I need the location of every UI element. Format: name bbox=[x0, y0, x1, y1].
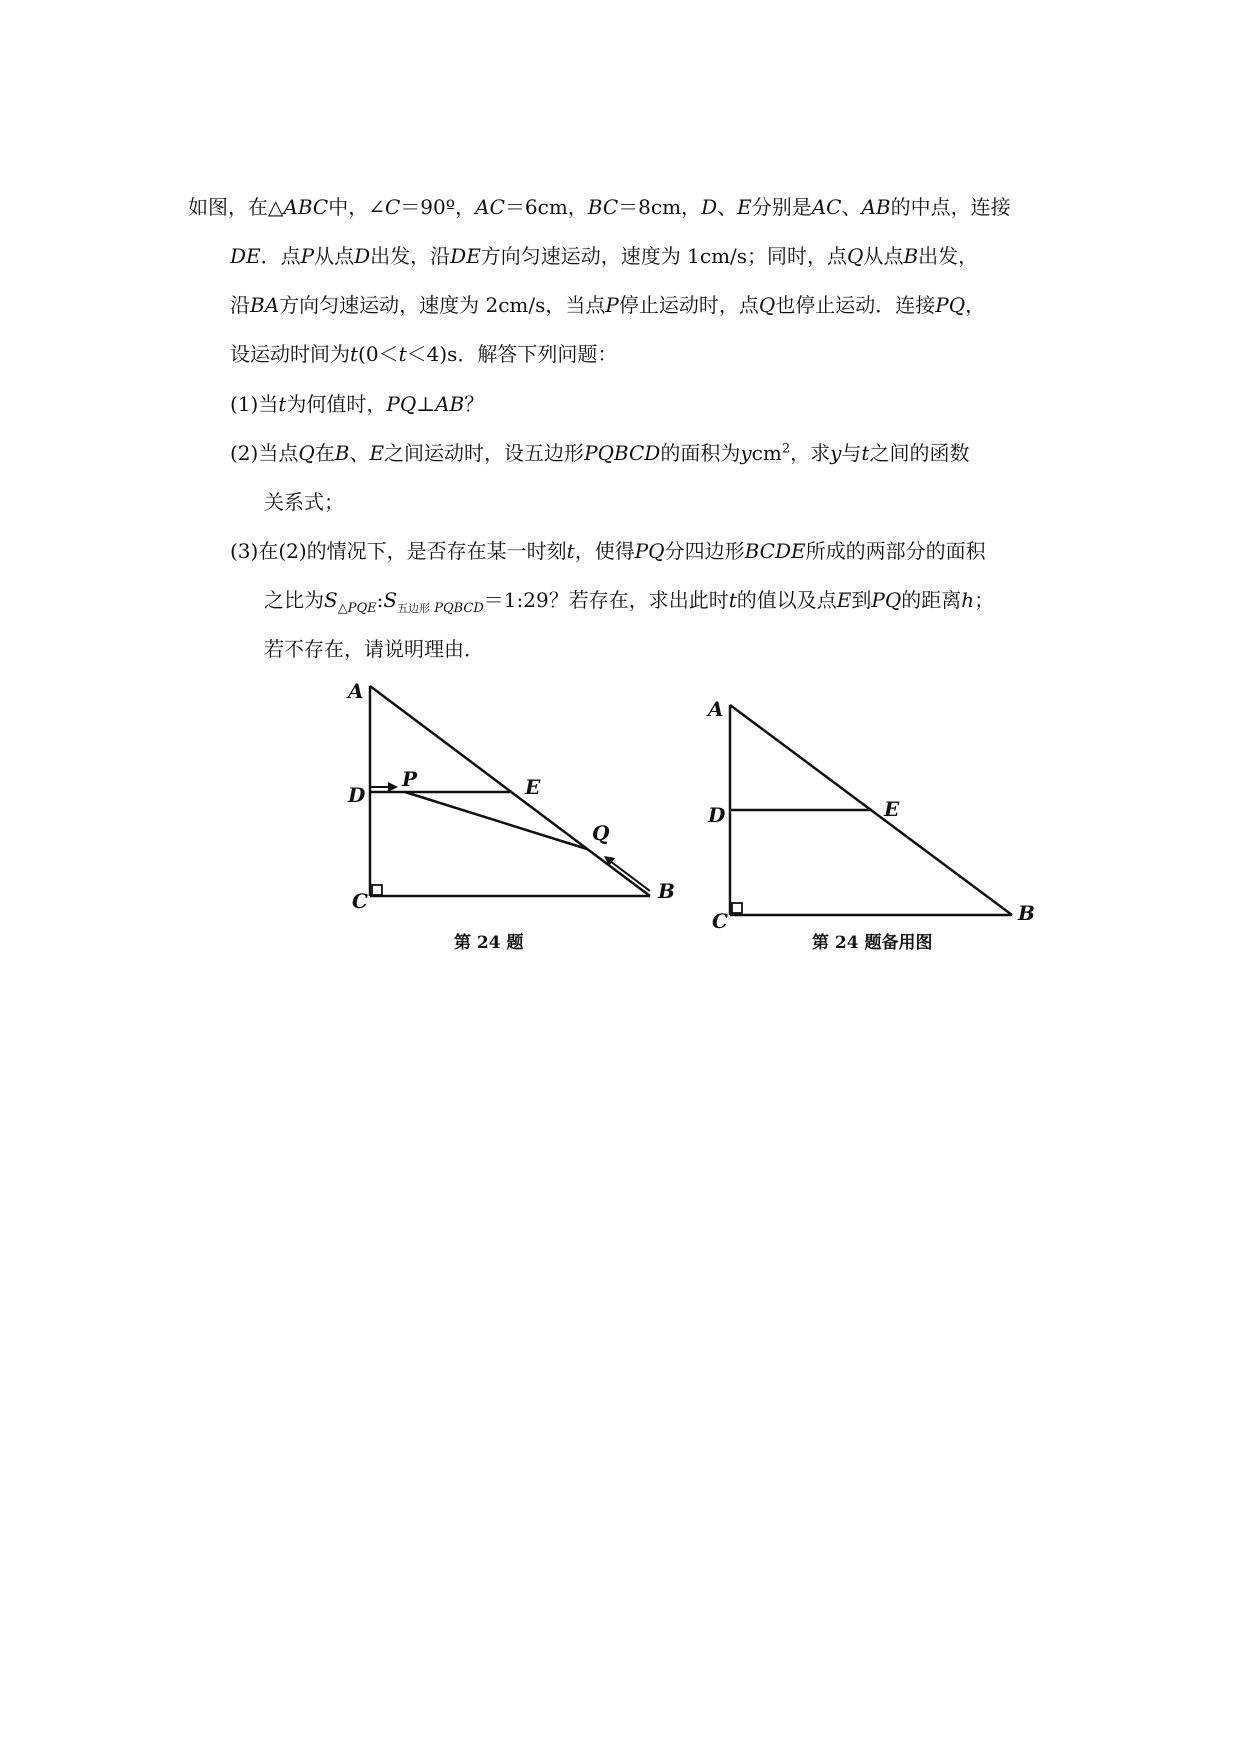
text: ．点 bbox=[260, 244, 301, 268]
segment-ab bbox=[730, 705, 1012, 915]
var-b: B bbox=[334, 441, 350, 465]
text: 若不存在，请说明理由． bbox=[264, 637, 484, 661]
var-t: t bbox=[728, 588, 737, 612]
text: (0＜ bbox=[358, 342, 399, 366]
question-2-cont bbox=[264, 487, 344, 517]
var-bc: BC bbox=[587, 195, 619, 219]
var-pqbcd: PQBCD bbox=[584, 441, 661, 465]
var-bcde: BCDE bbox=[744, 539, 806, 563]
var-ab: AB bbox=[435, 392, 465, 416]
text: 分别是 bbox=[751, 195, 812, 219]
label-e: E bbox=[884, 797, 900, 821]
problem-line-4 bbox=[230, 339, 617, 369]
var-s: S bbox=[324, 588, 338, 612]
text: 、 bbox=[841, 195, 862, 219]
var-e: E bbox=[836, 588, 852, 612]
var-y: y bbox=[740, 441, 752, 465]
var-d: D bbox=[354, 244, 371, 268]
var-t: t bbox=[350, 342, 359, 366]
segment-ab bbox=[370, 686, 650, 896]
label-e: E bbox=[525, 775, 541, 799]
problem-line-3 bbox=[230, 290, 985, 320]
text: ＝6cm， bbox=[504, 195, 588, 219]
label-b: B bbox=[658, 879, 675, 903]
text: ； bbox=[974, 588, 995, 612]
text: 、 bbox=[349, 441, 370, 465]
var-d: D bbox=[701, 195, 718, 219]
superscript: 2 bbox=[781, 441, 791, 457]
label-b: B bbox=[1018, 901, 1035, 925]
text: ，求 bbox=[790, 441, 831, 465]
question-3-line-2 bbox=[264, 585, 994, 615]
var-y: y bbox=[830, 441, 842, 465]
question-3 bbox=[230, 536, 986, 566]
var-p: P bbox=[605, 293, 619, 317]
var-ac: AC bbox=[811, 195, 842, 219]
text: ？ bbox=[464, 392, 485, 416]
var-abc: ABC bbox=[283, 195, 329, 219]
label-a: A bbox=[708, 697, 724, 721]
arrow-p-icon bbox=[388, 782, 398, 792]
text: 之比为 bbox=[264, 588, 324, 612]
var-pq: PQ bbox=[386, 392, 417, 416]
var-pq: PQ bbox=[935, 293, 966, 317]
text: 与 bbox=[841, 441, 862, 465]
text: 的值以及点 bbox=[736, 588, 837, 612]
label-c: C bbox=[712, 909, 728, 933]
perpendicular-symbol: ⊥ bbox=[416, 392, 436, 416]
text: 方向匀速运动，速度为 2cm/s，当点 bbox=[279, 293, 606, 317]
question-1 bbox=[230, 389, 484, 419]
text: ， bbox=[965, 293, 986, 317]
text: 出发， bbox=[918, 244, 979, 268]
label-q: Q bbox=[592, 821, 610, 845]
question-3-line-3 bbox=[264, 634, 484, 664]
arrow-q-icon bbox=[604, 856, 615, 866]
var-e: E bbox=[369, 441, 385, 465]
var-t: t bbox=[398, 342, 407, 366]
text: ，使得 bbox=[574, 539, 635, 563]
text: (3)在(2)的情况下，是否存在某一时刻 bbox=[230, 539, 567, 563]
var-t: t bbox=[861, 441, 870, 465]
var-e: E bbox=[737, 195, 752, 219]
var-de: DE bbox=[230, 244, 261, 268]
text: 也停止运动．连接 bbox=[775, 293, 936, 317]
text: 停止运动时，点 bbox=[618, 293, 759, 317]
var-b: B bbox=[903, 244, 919, 268]
text: (2)当点 bbox=[230, 441, 299, 465]
subscript: PQBCD bbox=[434, 601, 484, 616]
var-de: DE bbox=[450, 244, 481, 268]
problem-line-2 bbox=[230, 241, 978, 271]
right-angle-mark bbox=[732, 903, 742, 913]
text: (1)当 bbox=[230, 392, 279, 416]
label-c: C bbox=[352, 889, 368, 913]
figure-1-caption: 第 24 题 bbox=[454, 933, 524, 953]
var-p: P bbox=[300, 244, 315, 268]
arrow-q-shaft bbox=[610, 861, 650, 891]
label-d: D bbox=[348, 783, 366, 807]
var-ac: AC bbox=[475, 195, 505, 219]
text: 设运动时间为 bbox=[230, 342, 350, 366]
text: 的距离 bbox=[901, 588, 962, 612]
var-c: C bbox=[384, 195, 401, 219]
question-2 bbox=[230, 438, 969, 468]
text: ＝90º， bbox=[400, 195, 476, 219]
text: ＝1:29？若存在，求出此时 bbox=[483, 588, 729, 612]
subscript: 五边形 bbox=[397, 602, 431, 615]
text: : bbox=[376, 588, 384, 612]
var-pq: PQ bbox=[871, 588, 902, 612]
subscript: △PQE bbox=[337, 601, 377, 616]
text: 的中点，连接 bbox=[890, 195, 1011, 219]
text: 的面积为 bbox=[660, 441, 741, 465]
text: 分四边形 bbox=[664, 539, 745, 563]
segment-pq bbox=[405, 792, 587, 849]
var-pq: PQ bbox=[634, 539, 665, 563]
text: cm bbox=[751, 441, 782, 465]
text: 方向匀速运动，速度为 1cm/s；同时，点 bbox=[480, 244, 848, 268]
right-angle-mark bbox=[372, 885, 382, 895]
text: 所成的两部分的面积 bbox=[805, 539, 986, 563]
var-q: Q bbox=[298, 441, 315, 465]
problem-line-1 bbox=[188, 192, 1011, 222]
text: 为何值时， bbox=[286, 392, 387, 416]
text: 在 bbox=[314, 441, 335, 465]
text: 到 bbox=[851, 588, 872, 612]
text: 关系式； bbox=[264, 490, 344, 514]
text: 之间运动时，设五边形 bbox=[384, 441, 585, 465]
var-t: t bbox=[566, 539, 575, 563]
text: 出发，沿 bbox=[370, 244, 451, 268]
label-d: D bbox=[708, 803, 726, 827]
text: ＜4)s．解答下列问题： bbox=[406, 342, 618, 366]
var-h: h bbox=[961, 588, 975, 612]
text: 中，∠ bbox=[328, 195, 385, 219]
label-p: P bbox=[402, 767, 418, 791]
var-t: t bbox=[278, 392, 287, 416]
text: 沿 bbox=[230, 293, 250, 317]
text: 从点 bbox=[863, 244, 904, 268]
var-q: Q bbox=[758, 293, 776, 317]
var-ba: BA bbox=[250, 293, 280, 317]
label-a: A bbox=[348, 679, 364, 703]
text: 如图，在 bbox=[188, 195, 268, 219]
text: 从点 bbox=[314, 244, 355, 268]
figure-2-caption: 第 24 题备用图 bbox=[812, 933, 933, 953]
var-ab: AB bbox=[861, 195, 891, 219]
text: ＝8cm， bbox=[618, 195, 702, 219]
var-s: S bbox=[383, 588, 398, 612]
triangle-symbol: △ bbox=[268, 195, 284, 219]
text: 、 bbox=[717, 195, 738, 219]
var-q: Q bbox=[847, 244, 864, 268]
text: 之间的函数 bbox=[869, 441, 970, 465]
